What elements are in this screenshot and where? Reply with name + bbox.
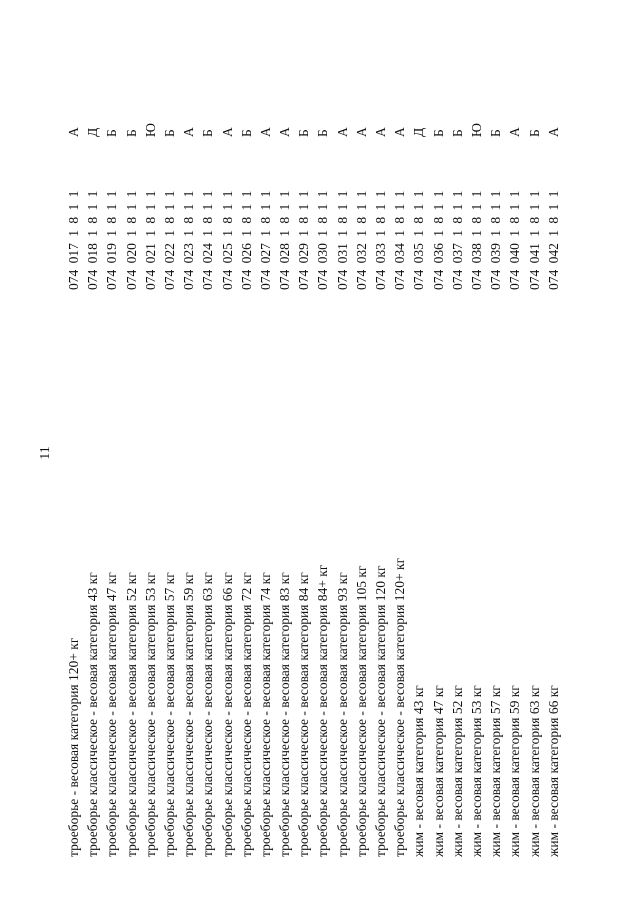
discipline-row [237,0,256,905]
discipline-category: А [373,127,388,137]
discipline-code: 074 019 1 8 1 1 [104,190,120,290]
discipline-category: Б [296,129,312,137]
discipline-row [218,0,237,905]
discipline-code: 074 040 1 8 1 1 [507,190,523,290]
discipline-name: троеборье классическое - весовая категория 83 кг [277,572,293,857]
discipline-row [448,0,467,905]
discipline-category: А [545,127,561,137]
discipline-row [409,0,428,905]
discipline-category: Б [161,129,177,137]
discipline-row [544,0,563,905]
discipline-category: А [507,127,523,137]
discipline-code: 074 022 1 8 1 1 [161,190,177,290]
discipline-row [352,0,371,905]
discipline-name: жим - весовая категория 53 кг [468,685,484,857]
discipline-name: троеборье классическое - весовая категория 72 кг [238,572,254,857]
discipline-category: Б [526,129,542,137]
discipline-name: троеборье классическое - весовая категория 84+ кг [315,564,331,857]
discipline-row [179,0,198,905]
discipline-code: 074 034 1 8 1 1 [392,190,408,290]
discipline-code: 074 027 1 8 1 1 [257,190,273,290]
discipline-category: А [66,127,81,137]
discipline-category: А [277,127,293,137]
discipline-name: троеборье классическое - весовая категория 93 кг [334,572,350,857]
discipline-code: 074 033 1 8 1 1 [373,190,388,290]
page-number: 11 [38,446,53,460]
discipline-code: 074 038 1 8 1 1 [468,190,484,290]
discipline-code: 074 026 1 8 1 1 [238,190,254,290]
discipline-row [141,0,160,905]
discipline-row [294,0,313,905]
discipline-category: А [334,127,350,137]
discipline-code: 074 025 1 8 1 1 [219,190,235,290]
discipline-code: 074 020 1 8 1 1 [123,190,139,290]
discipline-row [371,0,390,905]
discipline-category: Б [238,129,254,137]
discipline-name: троеборье классическое - весовая категория 84 кг [296,572,312,857]
discipline-row [198,0,217,905]
discipline-code: 074 028 1 8 1 1 [277,190,293,290]
discipline-row [505,0,524,905]
discipline-code: 074 037 1 8 1 1 [449,190,465,290]
discipline-row [486,0,505,905]
discipline-row [160,0,179,905]
discipline-row [333,0,352,905]
discipline-name: жим - весовая категория 63 кг [526,685,542,857]
discipline-code: 074 031 1 8 1 1 [334,190,350,290]
discipline-category: Д [85,127,101,137]
discipline-category: А [353,127,369,137]
discipline-row [256,0,275,905]
discipline-code: 074 029 1 8 1 1 [296,190,312,290]
discipline-category: Б [488,129,504,137]
discipline-name: троеборье классическое - весовая категория 74 кг [257,572,273,857]
discipline-code: 074 024 1 8 1 1 [200,190,216,290]
discipline-code: 074 030 1 8 1 1 [315,190,331,290]
discipline-name: троеборье классическое - весовая категория 43 кг [85,572,101,857]
discipline-category: Б [430,129,446,137]
discipline-name: жим - весовая категория 57 кг [488,685,504,857]
discipline-name: троеборье классическое - весовая категория 57 кг [161,572,177,857]
discipline-name: троеборье классическое - весовая категория 53 кг [142,572,158,857]
discipline-name: жим - весовая категория 66 кг [545,685,561,857]
discipline-name: троеборье классическое - весовая категория 105 кг [353,565,369,857]
discipline-category: Б [200,129,216,137]
discipline-name: троеборье классическое - весовая категория 63 кг [200,572,216,857]
discipline-code: 074 035 1 8 1 1 [411,190,427,290]
discipline-name: жим - весовая категория 52 кг [449,685,465,857]
discipline-row [390,0,409,905]
discipline-name: жим - весовая категория 43 кг [411,685,427,857]
discipline-name: жим - весовая категория 47 кг [430,685,446,857]
discipline-name: троеборье классическое - весовая категория 120+ кг [392,557,408,857]
discipline-category: А [181,127,197,137]
discipline-code: 074 023 1 8 1 1 [181,190,197,290]
discipline-name: троеборье классическое - весовая категория 120 кг [373,565,388,857]
discipline-name: троеборье классическое - весовая категория 47 кг [104,572,120,857]
discipline-code: 074 041 1 8 1 1 [526,190,542,290]
discipline-code: 074 018 1 8 1 1 [85,190,101,290]
discipline-name: троеборье классическое - весовая категория 59 кг [181,572,197,857]
discipline-category: Ю [142,123,158,137]
discipline-category: Д [411,127,427,137]
discipline-row [64,0,83,905]
discipline-category: А [219,127,235,137]
discipline-name: жим - весовая категория 59 кг [507,685,523,857]
discipline-row [467,0,486,905]
discipline-category: Б [315,129,331,137]
discipline-row [275,0,294,905]
discipline-row [83,0,102,905]
discipline-row [122,0,141,905]
discipline-category: А [392,127,408,137]
discipline-code: 074 032 1 8 1 1 [353,190,369,290]
discipline-category: Б [123,129,139,137]
discipline-code: 074 039 1 8 1 1 [488,190,504,290]
discipline-code: 074 036 1 8 1 1 [430,190,446,290]
discipline-code: 074 042 1 8 1 1 [545,190,561,290]
discipline-list [64,0,563,905]
discipline-category: Б [449,129,465,137]
discipline-row [429,0,448,905]
discipline-code: 074 021 1 8 1 1 [142,190,158,290]
discipline-name: троеборье классическое - весовая категория 66 кг [219,572,235,857]
discipline-row [102,0,121,905]
discipline-category: Ю [468,123,484,137]
discipline-code: 074 017 1 8 1 1 [66,190,81,290]
discipline-row [313,0,332,905]
discipline-name: троеборье - весовая категория 120+ кг [66,637,81,857]
discipline-category: Б [104,129,120,137]
discipline-name: троеборье классическое - весовая категория 52 кг [123,572,139,857]
discipline-row [525,0,544,905]
discipline-category: А [257,127,273,137]
